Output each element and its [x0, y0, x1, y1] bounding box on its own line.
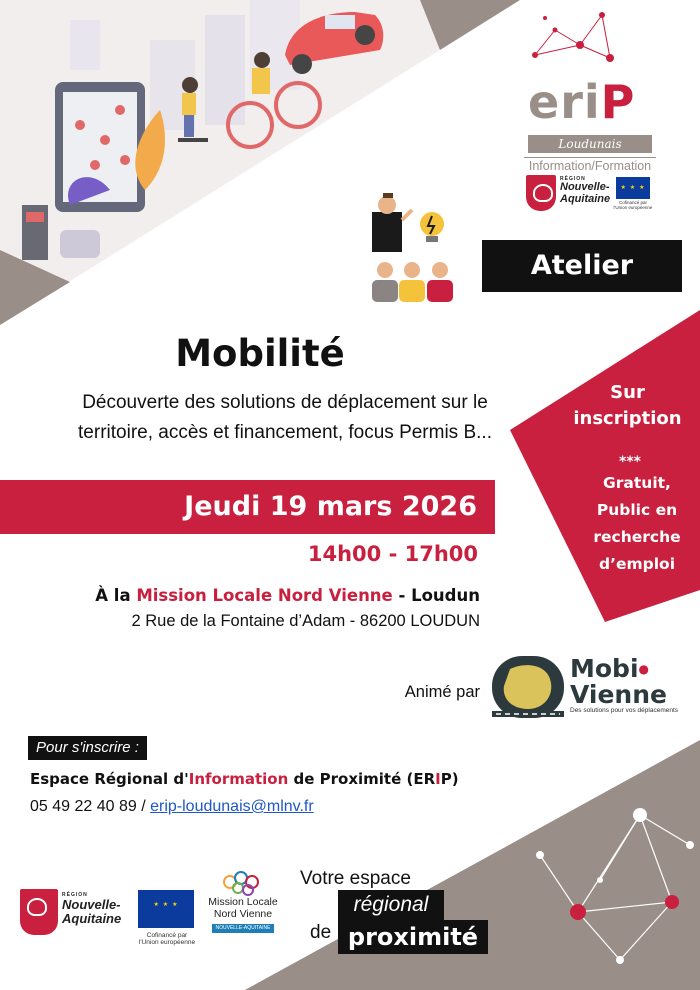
footer-region-shield-icon	[20, 889, 58, 935]
erip-tagline: Information/Formation	[524, 157, 656, 173]
email-link[interactable]: erip-loudunais@mlnv.fr	[150, 798, 314, 815]
animator-label: Animé par	[404, 683, 480, 701]
event-place: À la Mission Locale Nord Vienne - Loudun	[95, 586, 480, 605]
people-circles-icon	[208, 870, 278, 896]
registration-notice: Sur inscription	[573, 382, 682, 429]
region-logo-text: RÉGION Nouvelle- Aquitaine	[560, 176, 611, 205]
footer-region-text: RÉGION Nouvelle- Aquitaine	[62, 892, 122, 926]
slogan-de: de	[310, 922, 332, 943]
mission-locale-text: Mission Locale Nord Vienne	[208, 896, 278, 920]
eu-flag-icon	[616, 177, 650, 199]
slogan-proximite: proximité	[338, 920, 488, 954]
slogan-line1: Votre espace	[300, 868, 411, 889]
eu-caption: Cofinancé par l'Union européenne	[613, 200, 653, 210]
mobivienne-tagline: Des solutions pour vos déplacements	[570, 707, 679, 714]
register-label: Pour s'inscrire :	[28, 736, 147, 760]
stars-divider: ***	[619, 454, 641, 470]
vienne-map-road-icon	[490, 654, 566, 720]
footer-eu-caption: Cofinancé par l'Union européenne	[138, 932, 196, 947]
workshop-icon	[372, 193, 453, 302]
place-name: Mission Locale Nord Vienne	[136, 586, 393, 605]
erip-logo	[510, 15, 670, 220]
phone-number: 05 49 22 40 89	[30, 798, 137, 815]
event-description: Découverte des solutions de déplacement sur le territoire, accès et financement, focus Permis B...	[78, 392, 492, 443]
footer-eu-logo	[135, 890, 205, 950]
event-address: 2 Rue de la Fontaine d’Adam - 86200 LOUDUN	[131, 612, 480, 630]
atelier-badge: Atelier	[482, 240, 682, 292]
mission-locale-logo	[208, 870, 278, 942]
erip-full-name: Espace Régional d'Information de Proximité (ERIP)	[30, 770, 459, 788]
contact-line: 05 49 22 40 89 / erip-loudunais@mlnv.fr	[30, 798, 314, 815]
date-banner	[0, 480, 495, 534]
audience-notice: Gratuit, Public en recherche d’emploi	[593, 474, 681, 573]
event-time: 14h00 - 17h00	[307, 542, 478, 566]
event-title: Mobilité	[175, 332, 345, 375]
event-date: Jeudi 19 mars 2026	[184, 491, 477, 522]
slogan-regional: régional	[338, 890, 444, 920]
mobivienne-wordmark: Mobi● Vienne	[570, 654, 667, 709]
erip-subtitle: Loudunais	[528, 135, 652, 153]
mission-locale-bar: NOUVELLE-AQUITAINE	[212, 924, 274, 933]
erip-wordmark: eriP	[528, 75, 636, 129]
footer-eu-flag-icon	[138, 890, 194, 928]
footer-region-logo	[20, 885, 130, 941]
mobivienne-logo	[490, 652, 690, 720]
region-shield-icon	[526, 175, 556, 211]
